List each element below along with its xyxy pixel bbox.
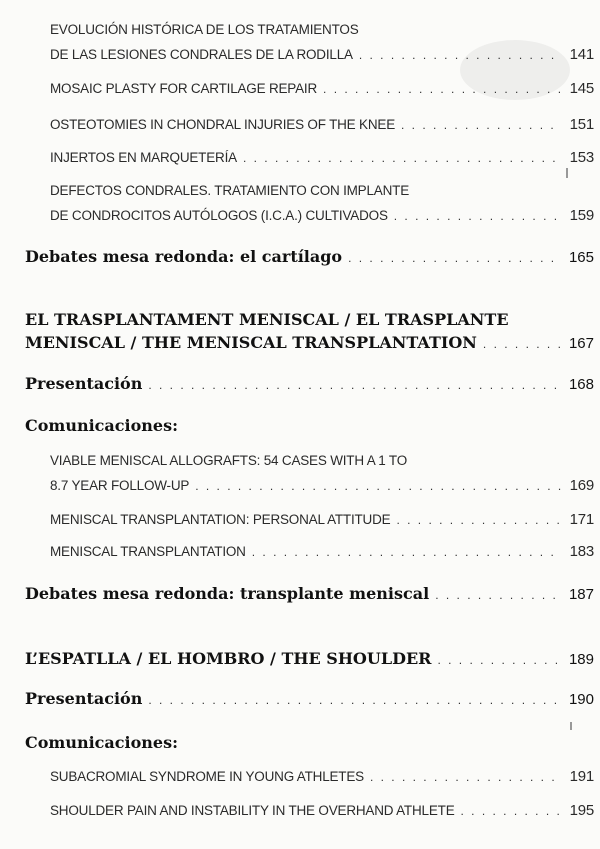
entry-title-line: MENISCAL TRANSPLANTATION: PERSONAL ATTITUDE [50,512,391,527]
dot-leader [195,479,561,493]
dot-leader [394,209,562,223]
paper-speck [570,722,572,730]
entry-title-line: EVOLUCIÓN HISTÓRICA DE LOS TRATAMIENTOS [50,22,359,37]
page-number: 187 [568,586,594,603]
section-title-line: EL TRASPLANTAMENT MENISCAL / EL TRASPLANTE [25,310,509,329]
page-number: 169 [569,477,594,494]
section-title-line: Debates mesa redonda: el cartílago [25,247,343,266]
page-number: 159 [569,207,594,224]
page-number: 190 [568,691,594,708]
entry-title-line: DEFECTOS CONDRALES. TRATAMIENTO CON IMPLANTE [50,183,410,198]
dot-leader [243,151,562,165]
dot-leader [401,118,562,132]
entry-title-line: SUBACROMIAL SYNDROME IN YOUNG ATHLETES [50,769,364,784]
section-heading: Comunicaciones: [25,416,179,435]
page-number: 151 [569,116,594,133]
section-title-line: Presentación [25,689,143,708]
page-number: 168 [568,376,594,393]
dot-leader [483,337,561,351]
dot-leader [323,82,562,96]
section-heading: Comunicaciones: [25,733,179,752]
dot-leader [148,693,561,707]
page-number: 171 [569,511,594,528]
page-number: 167 [568,335,594,352]
page-number: 183 [569,543,594,560]
page-number: 145 [569,80,594,97]
entry-title-line: DE LAS LESIONES CONDRALES DE LA RODILLA [50,47,353,62]
entry-title-line: INJERTOS EN MARQUETERÍA [50,150,237,165]
entry-title-line: MOSAIC PLASTY FOR CARTILAGE REPAIR [50,81,318,96]
entry-title-line: MENISCAL TRANSPLANTATION [50,544,246,559]
section-title-line: L’ESPATLLA / EL HOMBRO / THE SHOULDER [25,649,432,668]
entry-title-line: 8.7 YEAR FOLLOW-UP [50,478,190,493]
entry-title-line: OSTEOTOMIES IN CHONDRAL INJURIES OF THE KNEE [50,117,396,132]
dot-leader [348,251,561,265]
section-title-line: MENISCAL / THE MENISCAL TRANSPLANTATION [25,333,477,352]
dot-leader [435,588,561,602]
paper-speck [566,168,568,178]
entry-title-line: DE CONDROCITOS AUTÓLOGOS (I.C.A.) CULTIVADOS [50,208,388,223]
entry-title-line: VIABLE MENISCAL ALLOGRAFTS: 54 CASES WITH A 1 TO [50,453,408,468]
dot-leader [461,804,562,818]
page-number: 165 [568,249,594,266]
page-number: 191 [569,768,594,785]
section-title-line: Debates mesa redonda: transplante meniscal [25,584,430,603]
dot-leader [359,48,562,62]
page-number: 189 [568,651,594,668]
page-number: 141 [569,46,594,63]
dot-leader [396,513,561,527]
dot-leader [148,378,561,392]
entry-title-line: SHOULDER PAIN AND INSTABILITY IN THE OVERHAND ATHLETE [50,803,455,818]
dot-leader [437,653,561,667]
dot-leader [370,770,562,784]
page-number: 195 [569,802,594,819]
section-title-line: Presentación [25,374,143,393]
page-number: 153 [569,149,594,166]
dot-leader [252,545,562,559]
